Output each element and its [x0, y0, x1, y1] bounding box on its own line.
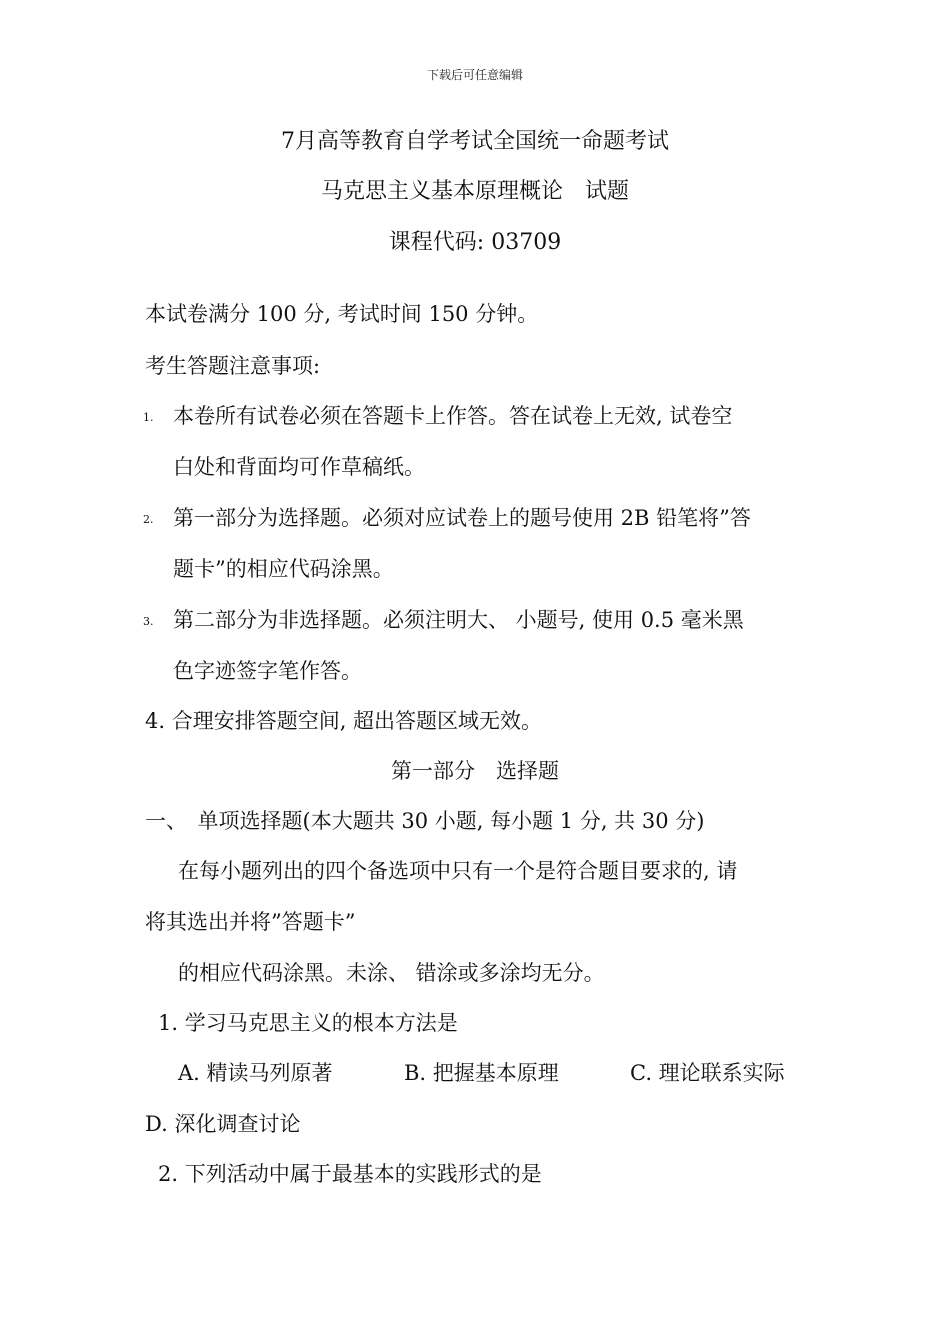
question-stem: 1. 学习马克思主义的根本方法是: [158, 1011, 458, 1035]
option-a: A. 精读马列原著: [178, 1061, 333, 1085]
notice-text: 第二部分为非选择题。必须注明大、 小题号, 使用 0.5 毫米黑: [173, 608, 744, 632]
section1-instruction: 将其选出并将”答题卡”: [145, 910, 356, 934]
notice-number: 2.: [143, 513, 154, 526]
intro-text: 本试卷满分 100 分, 考试时间 150 分钟。: [145, 302, 539, 326]
subject-title: 马克思主义基本原理概论 试题: [320, 179, 629, 204]
course-code: 课程代码: 03709: [388, 230, 562, 255]
header-note: 下载后可任意编辑: [426, 68, 523, 82]
option-c: C. 理论联系实际: [630, 1061, 785, 1085]
part1-title: 第一部分 选择题: [391, 759, 559, 783]
option-b: B. 把握基本原理: [404, 1061, 559, 1085]
section1-instruction: 的相应代码涂黑。未涂、 错涂或多涂均无分。: [178, 961, 605, 985]
section1-instruction: 在每小题列出的四个备选项中只有一个是符合题目要求的, 请: [178, 859, 738, 883]
notice-number: 3.: [143, 615, 154, 628]
notice-heading: 考生答题注意事项:: [145, 354, 321, 378]
notice-text: 本卷所有试卷必须在答题卡上作答。答在试卷上无效, 试卷空: [173, 404, 733, 428]
question-stem: 2. 下列活动中属于最基本的实践形式的是: [158, 1162, 542, 1186]
notice-text-continued: 题卡”的相应代码涂黑。: [173, 557, 394, 581]
exam-title: 7月高等教育自学考试全国统一命题考试: [281, 129, 669, 154]
notice-number: 1.: [143, 411, 154, 424]
notice-text: 第一部分为选择题。必须对应试卷上的题号使用 2B 铅笔将”答: [173, 506, 751, 530]
section1-heading: 一、 单项选择题(本大题共 30 小题, 每小题 1 分, 共 30 分): [145, 809, 705, 833]
notice-item: [143, 502, 751, 532]
question-options-row: [0, 1057, 950, 1087]
notice-text-continued: 白处和背面均可作草稿纸。: [173, 455, 425, 479]
option-d: D. 深化调查讨论: [145, 1112, 301, 1136]
notice-item-4: 4. 合理安排答题空间, 超出答题区域无效。: [145, 709, 543, 733]
notice-text-continued: 色字迹签字笔作答。: [173, 659, 362, 683]
notice-item: [143, 400, 732, 430]
notice-item: [143, 604, 744, 634]
